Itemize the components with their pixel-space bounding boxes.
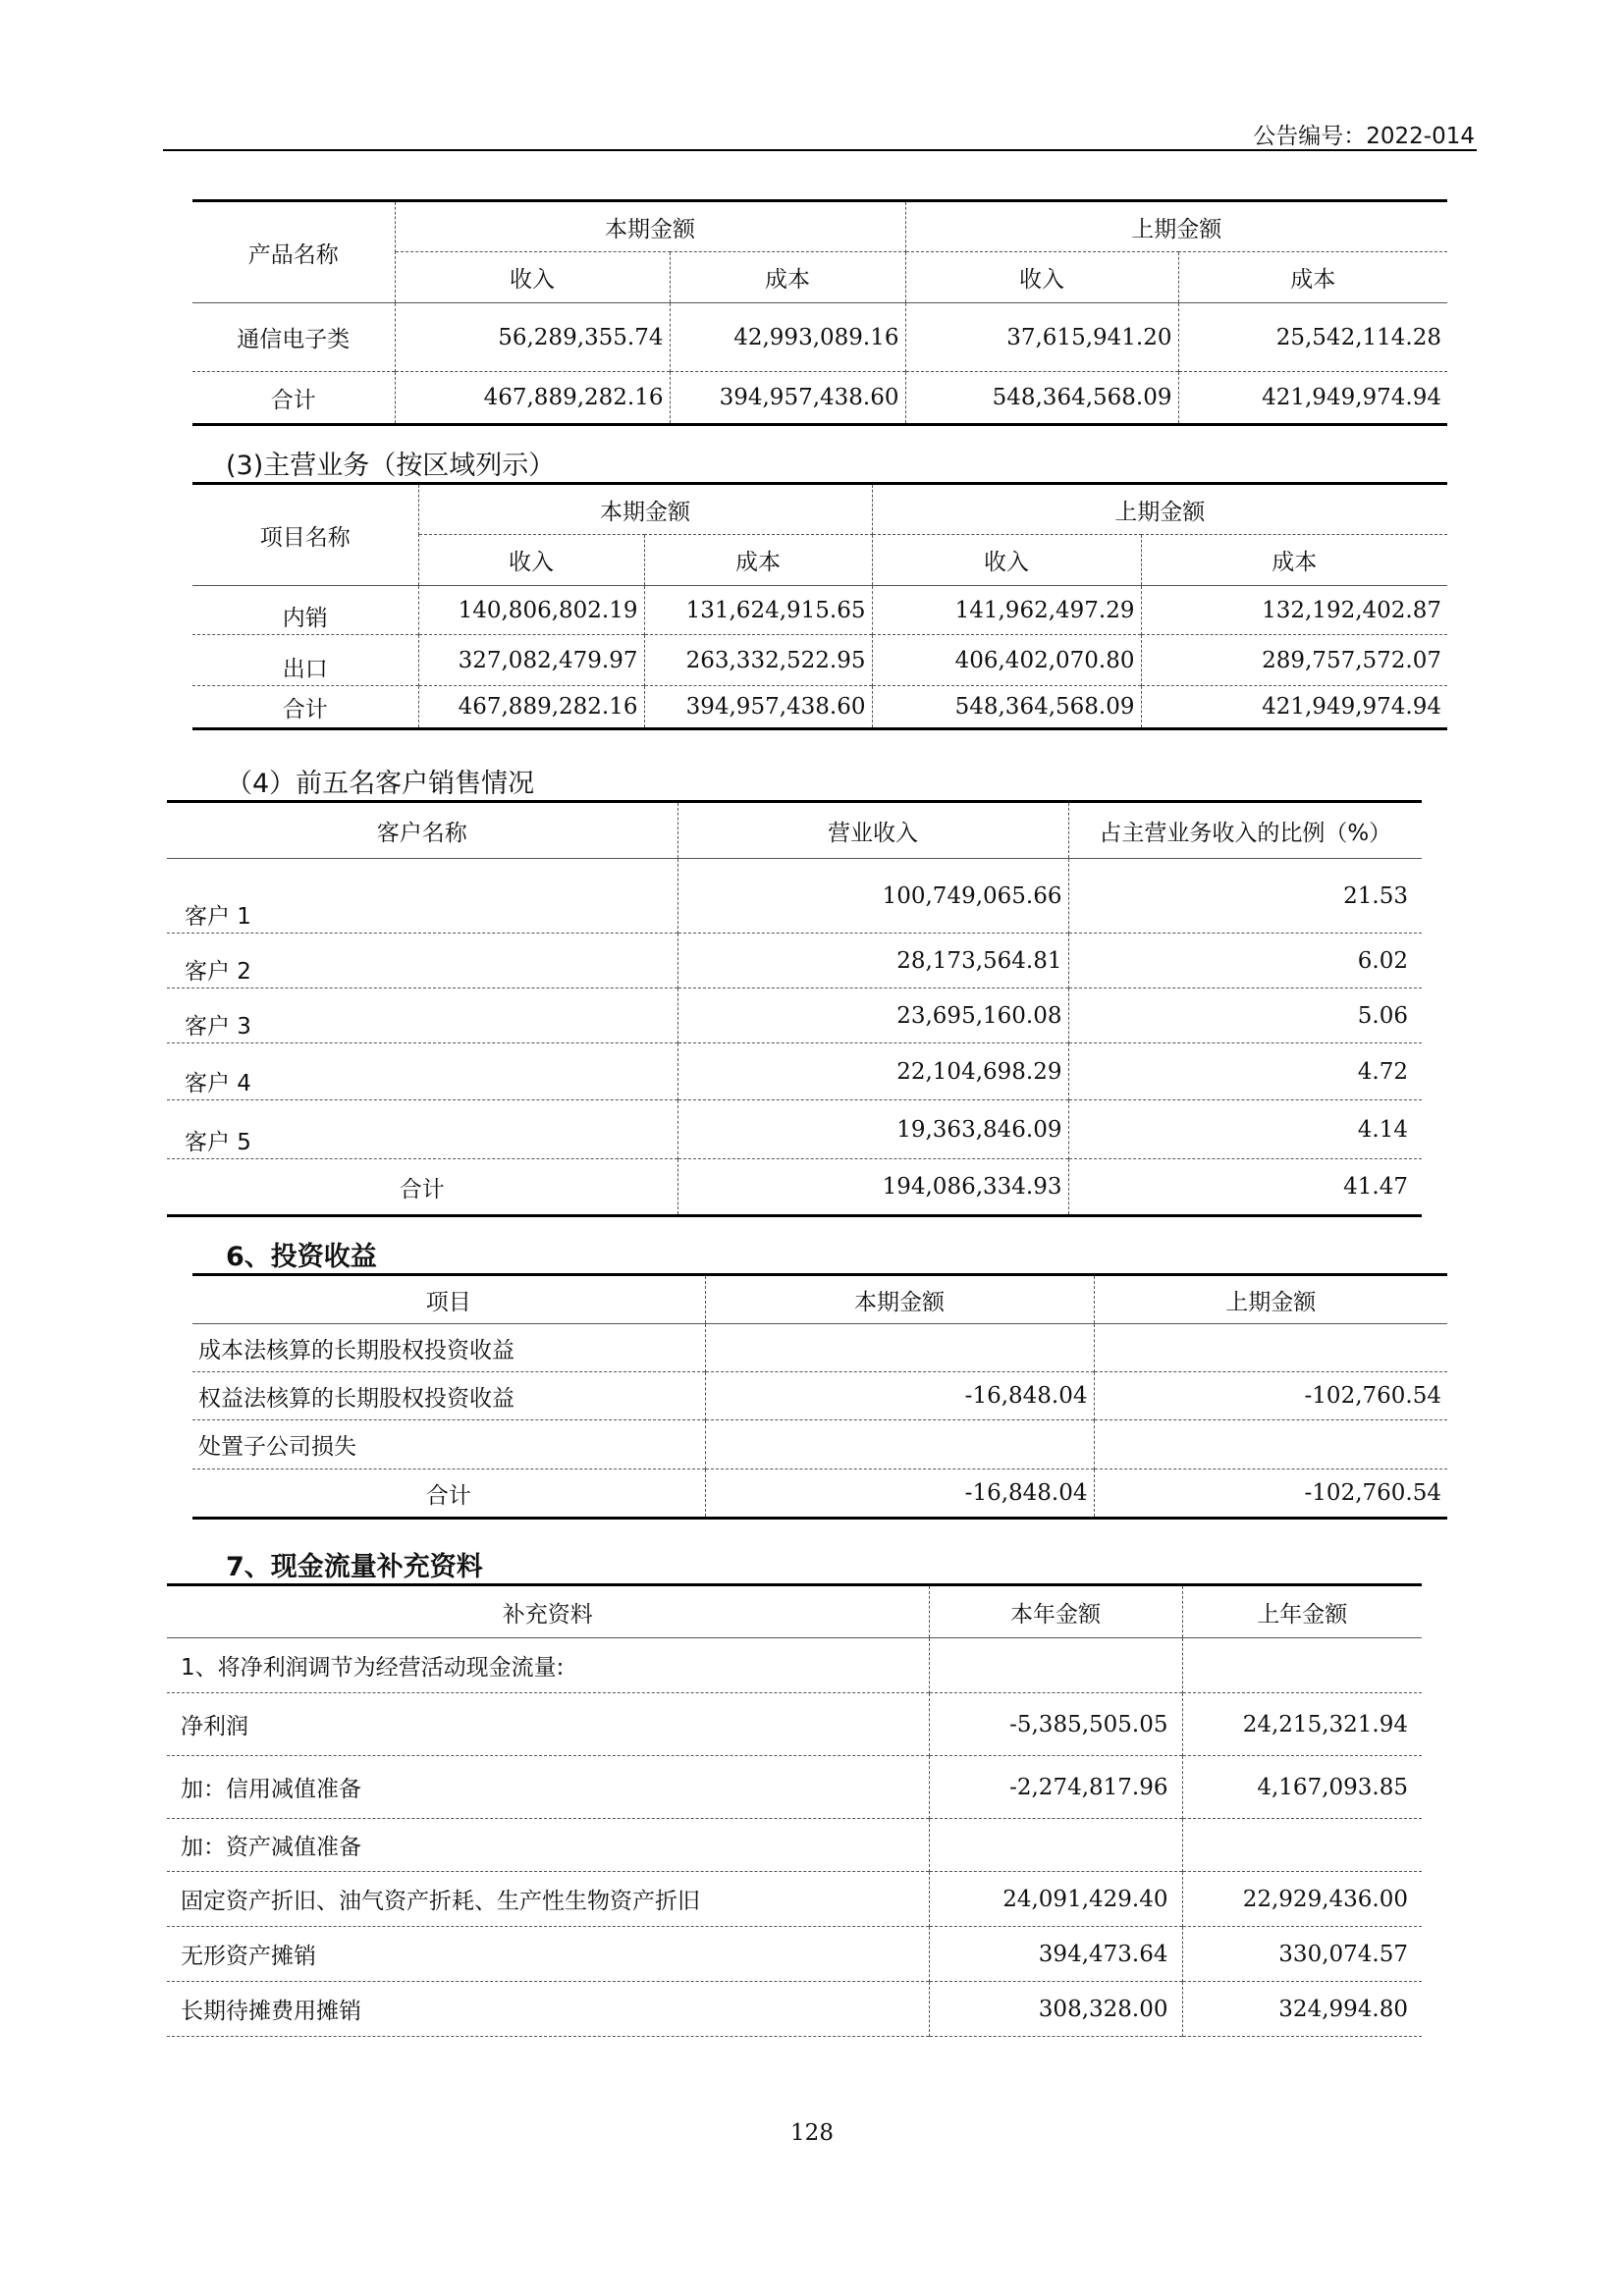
customer-revenue: 194,086,334.93 [677,1159,1068,1216]
cashflow-item: 长期待摊费用摊销 [167,1982,929,2037]
customer-revenue: 19,363,846.09 [677,1100,1068,1159]
prior-revenue: 141,962,497.29 [872,586,1141,635]
header-product-name: 产品名称 [192,201,395,303]
customer-ratio: 21.53 [1343,882,1408,909]
current-cost: 394,957,438.60 [670,372,905,425]
table-row [167,988,1422,1043]
row-name: 出口 [192,635,418,686]
invest-current: -16,848.04 [705,1469,1094,1519]
invest-item: 合计 [192,1469,705,1519]
section-invest-title: 6、投资收益 [226,1242,377,1272]
table-row [167,1819,1422,1872]
document-number: 公告编号：2022-014 [1253,124,1475,149]
header-prior: 上期金额 [1225,1289,1317,1315]
cashflow-current: 394,473.64 [929,1927,1182,1982]
table-row [192,1372,1447,1420]
current-cost: 394,957,438.60 [644,686,872,729]
table-row [192,1420,1447,1469]
cashflow-item: 1、将净利润调节为经营活动现金流量: [167,1638,929,1693]
header-supplement: 补充资料 [167,1585,929,1638]
header-prior-revenue: 收入 [872,535,1141,586]
table-row [192,1324,1447,1372]
customer-revenue: 28,173,564.81 [677,934,1068,988]
invest-item: 处置子公司损失 [192,1420,705,1469]
invest-prior [1094,1420,1447,1469]
current-revenue: 56,289,355.74 [395,303,670,372]
customer-ratio: 5.06 [1357,1002,1408,1029]
header-prior-cost: 成本 [1290,267,1336,293]
header-current-revenue: 收入 [395,252,670,303]
table-row [192,372,1447,425]
cashflow-current: 24,091,429.40 [929,1872,1182,1927]
cashflow-current [929,1638,1182,1693]
customer-revenue: 23,695,160.08 [677,988,1068,1043]
prior-revenue: 548,364,568.09 [905,372,1178,425]
header-prior-revenue: 收入 [905,252,1178,303]
invest-item: 权益法核算的长期股权投资收益 [192,1372,705,1420]
table-row [167,1872,1422,1927]
cashflow-item: 无形资产摊销 [167,1927,929,1982]
header-item-name: 项目名称 [192,484,418,586]
table-row [192,635,1447,686]
customer-revenue: 22,104,698.29 [677,1043,1068,1100]
prior-revenue: 548,364,568.09 [872,686,1141,729]
header-revenue: 营业收入 [677,802,1068,859]
header-current: 本期金额 [705,1275,1094,1324]
prior-cost: 25,542,114.28 [1275,324,1441,350]
current-revenue: 327,082,479.97 [418,635,644,686]
prior-cost: 421,949,974.94 [1262,694,1441,720]
invest-item: 成本法核算的长期股权投资收益 [192,1324,705,1372]
customer-ratio: 4.14 [1357,1116,1408,1143]
table-row [192,686,1447,729]
customer-name: 客户 5 [167,1100,677,1159]
customer-ratio: 4.72 [1357,1058,1408,1085]
customer-revenue: 100,749,065.66 [677,859,1068,934]
customer-name: 客户 1 [167,859,677,934]
row-name: 合计 [192,372,395,425]
customer-name: 客户 3 [167,988,677,1043]
table-row [167,1693,1422,1756]
table-row [167,1638,1422,1693]
cashflow-prior: 24,215,321.94 [1242,1711,1408,1737]
cashflow-item: 加：信用减值准备 [167,1756,929,1819]
header-current-cost: 成本 [644,535,872,586]
customer-ratio: 6.02 [1357,947,1408,974]
cashflow-prior [1182,1638,1422,1693]
current-revenue: 140,806,802.19 [418,586,644,635]
header-ratio: 占主营业务收入的比例（%） [1099,820,1392,846]
region-revenue-table [192,482,1447,730]
invest-prior [1094,1324,1447,1372]
invest-prior: -102,760.54 [1304,1383,1441,1409]
table-row [192,303,1447,372]
header-current-cost: 成本 [670,252,905,303]
table-row [167,1043,1422,1100]
invest-current: -16,848.04 [705,1372,1094,1420]
cashflow-supplement-table [167,1583,1422,2037]
table-row [192,1469,1447,1519]
table-row [192,586,1447,635]
page-number: 128 [790,2120,834,2146]
customer-name: 客户 2 [167,934,677,988]
header-current-period: 本期金额 [418,484,872,535]
current-cost: 42,993,089.16 [670,303,905,372]
top-customers-table [167,800,1422,1217]
prior-revenue: 37,615,941.20 [905,303,1178,372]
cashflow-current: -5,385,505.05 [929,1693,1182,1756]
header-item: 项目 [192,1275,705,1324]
prior-revenue: 406,402,070.80 [872,635,1141,686]
customer-name: 合计 [167,1159,677,1216]
table-row [167,1756,1422,1819]
product-revenue-table [192,199,1447,426]
table-row [167,1100,1422,1159]
table-row [167,1159,1422,1216]
cashflow-prior: 330,074.57 [1278,1941,1408,1967]
current-revenue: 467,889,282.16 [395,372,670,425]
prior-cost: 421,949,974.94 [1262,385,1441,410]
prior-cost: 132,192,402.87 [1262,597,1441,623]
header-customer-name: 客户名称 [167,802,677,859]
cashflow-prior: 22,929,436.00 [1242,1886,1408,1912]
cashflow-item: 加：资产减值准备 [167,1819,929,1872]
header-prior-year: 上年金额 [1257,1601,1348,1628]
invest-current [705,1324,1094,1372]
cashflow-item: 净利润 [167,1693,929,1756]
section-region-title: (3)主营业务（按区域列示） [226,451,556,481]
current-cost: 131,624,915.65 [644,586,872,635]
header-prior-period: 上期金额 [905,201,1447,252]
cashflow-prior: 324,994.80 [1278,1996,1408,2022]
investment-income-table [192,1273,1447,1520]
prior-cost: 289,757,572.07 [1262,647,1441,673]
table-row [167,859,1422,934]
header-current-period: 本期金额 [395,201,905,252]
table-row [167,1982,1422,2037]
row-name: 通信电子类 [192,303,395,372]
invest-prior: -102,760.54 [1304,1480,1441,1506]
row-name: 内销 [192,586,418,635]
customer-name: 客户 4 [167,1043,677,1100]
row-name: 合计 [192,686,418,729]
cashflow-current [929,1819,1182,1872]
header-prior-cost: 成本 [1272,550,1318,575]
header-current-revenue: 收入 [418,535,644,586]
cashflow-current: 308,328.00 [929,1982,1182,2037]
section-cashflow-title: 7、现金流量补充资料 [226,1552,483,1582]
cashflow-current: -2,274,817.96 [929,1756,1182,1819]
cashflow-prior [1182,1819,1422,1872]
invest-current [705,1420,1094,1469]
customer-ratio: 41.47 [1343,1174,1408,1200]
cashflow-item: 固定资产折旧、油气资产折耗、生产性生物资产折旧 [167,1872,929,1927]
header-prior-period: 上期金额 [872,484,1447,535]
current-revenue: 467,889,282.16 [418,686,644,729]
header-rule [163,149,1477,151]
table-row [167,934,1422,988]
current-cost: 263,332,522.95 [644,635,872,686]
cashflow-prior: 4,167,093.85 [1257,1774,1408,1800]
section-customers-title: （4）前五名客户销售情况 [226,769,535,799]
table-row [167,1927,1422,1982]
header-current-year: 本年金额 [929,1585,1182,1638]
